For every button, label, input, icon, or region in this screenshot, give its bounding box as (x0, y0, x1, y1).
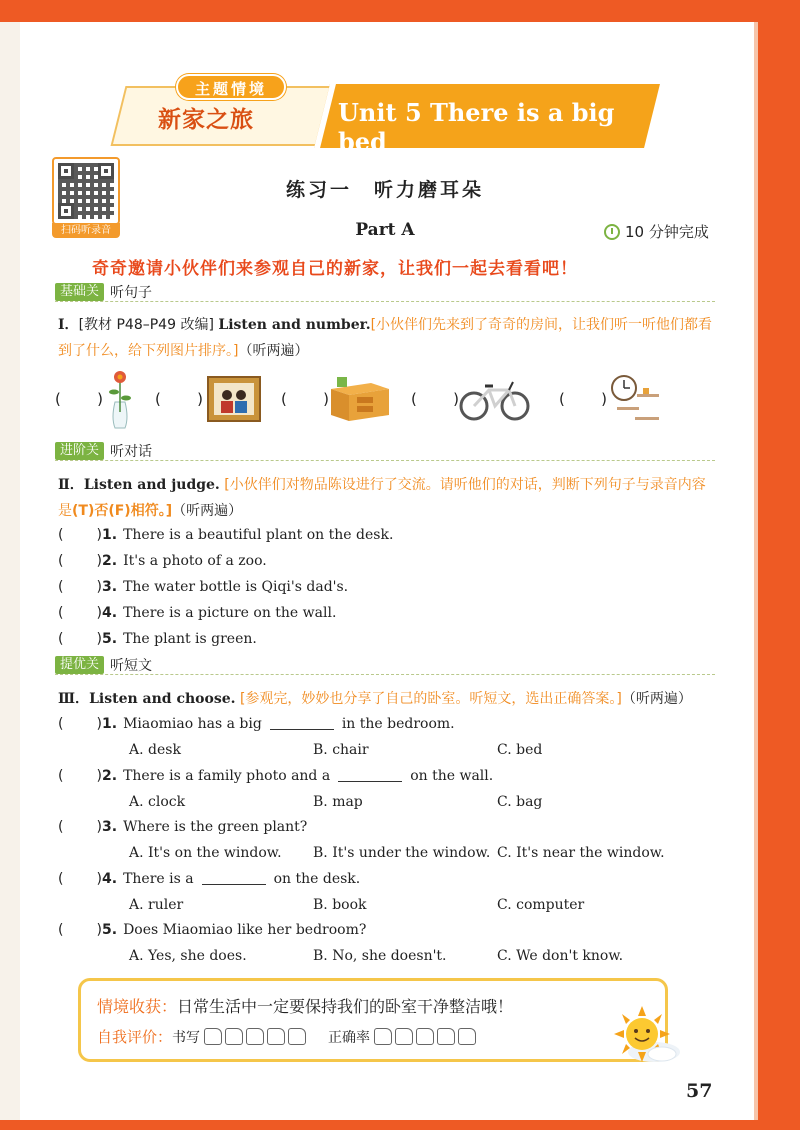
option-c[interactable]: C. computer (497, 897, 585, 913)
page-number: 57 (686, 1080, 713, 1102)
answer-bracket[interactable]: ( ) (58, 716, 102, 732)
timer-text: 10 分钟完成 (625, 223, 709, 241)
judge-item: ( ) 2. It's a photo of a zoo. (58, 553, 267, 569)
option-b[interactable]: B. chair (313, 742, 369, 758)
self-eval-line: 自我评价： 书写 正确率 (97, 1026, 498, 1047)
theme-tag: 主题情境 (176, 74, 286, 100)
choice-options (129, 742, 681, 758)
answer-bracket[interactable]: ( ) (58, 631, 102, 647)
answer-bracket[interactable]: ( ) (58, 527, 102, 543)
answer-bracket[interactable]: ( ) (58, 768, 102, 784)
judge-item: ( ) 4. There is a picture on the wall. (58, 605, 337, 621)
fill-blank[interactable] (270, 718, 334, 730)
part-title: Part A (355, 220, 415, 240)
answer-bracket[interactable]: ( ) (411, 390, 459, 408)
picture-row (55, 368, 685, 430)
choice-item: ( ) 4. There is a on the desk. (58, 871, 361, 887)
thumb-icon[interactable] (395, 1028, 413, 1045)
fill-blank[interactable] (338, 770, 402, 782)
level-label: 听对话 (110, 443, 153, 460)
clock-icon (607, 374, 663, 424)
intro-text: 奇奇邀请小伙伴们来参观自己的新家，让我们一起去看看吧！ (92, 259, 578, 279)
sun-icon (602, 1004, 682, 1064)
judge-item: ( ) 3. The water bottle is Qiqi's dad's. (58, 579, 349, 595)
exercise-title: 练习一 听力磨耳朵 (285, 179, 484, 201)
timer (604, 221, 709, 242)
thumb-icon[interactable] (437, 1028, 455, 1045)
section-bar-advanced (55, 441, 715, 461)
choice-item: ( ) 2. There is a family photo and a on the wall. (58, 768, 494, 784)
option-a[interactable]: A. clock (129, 794, 186, 810)
bike-icon (459, 376, 531, 422)
thumb-icon[interactable] (416, 1028, 434, 1045)
plant-icon (103, 368, 137, 430)
option-b[interactable]: B. It's under the window. (313, 845, 491, 861)
choice-item: ( ) 3. Where is the green plant? (58, 819, 308, 835)
choice-item: ( ) 5. Does Miaomiao like her bedroom? (58, 922, 367, 938)
thumb-icon[interactable] (374, 1028, 392, 1045)
harvest-line: 情境收获：日常生活中一定要保持我们的卧室干净整洁哦！ (97, 997, 514, 1016)
option-a[interactable]: A. desk (129, 742, 181, 758)
photo-icon (207, 376, 261, 422)
page-right-border (758, 0, 800, 1130)
choice-options (129, 897, 681, 913)
thumb-icon[interactable] (204, 1028, 222, 1045)
thumb-icon[interactable] (267, 1028, 285, 1045)
choice-item: ( ) 1. Miaomiao has a big in the bedroom. (58, 716, 455, 732)
answer-bracket[interactable]: ( ) (58, 871, 102, 887)
picture-item-desk (281, 368, 391, 430)
summary-box (78, 978, 668, 1062)
level-tag: 基础关 (55, 283, 104, 301)
level-tag: 进阶关 (55, 442, 104, 460)
unit-cn-title: 新家之旅 (158, 107, 254, 133)
level-tag: 提优关 (55, 656, 104, 674)
page-top-border (0, 0, 800, 22)
judge-item: ( ) 1. There is a beautiful plant on the desk. (58, 527, 394, 543)
writing-rating[interactable] (204, 1028, 306, 1045)
answer-bracket[interactable]: ( ) (155, 390, 203, 408)
thumb-icon[interactable] (225, 1028, 243, 1045)
question-2-heading: Ⅱ．Listen and judge. [小伙伴们对物品陈设进行了交流。请听他们的对话，判断下列句子与录音内容是(T)否(F)相符。]（听两遍） (58, 477, 706, 519)
picture-item-photo (155, 368, 261, 430)
option-b[interactable]: B. book (313, 897, 367, 913)
choice-options (129, 845, 681, 861)
picture-item-bike (411, 368, 531, 430)
thumb-icon[interactable] (246, 1028, 264, 1045)
answer-bracket[interactable]: ( ) (55, 390, 103, 408)
answer-bracket[interactable]: ( ) (58, 553, 102, 569)
answer-bracket[interactable]: ( ) (559, 390, 607, 408)
answer-bracket[interactable]: ( ) (58, 922, 102, 938)
option-c[interactable]: C. We don't know. (497, 948, 624, 964)
page-bottom-border (0, 1120, 800, 1130)
option-a[interactable]: A. Yes, she does. (129, 948, 247, 964)
option-b[interactable]: B. map (313, 794, 363, 810)
thumb-icon[interactable] (288, 1028, 306, 1045)
answer-bracket[interactable]: ( ) (58, 579, 102, 595)
question-3-heading: Ⅲ．Listen and choose. [参观完，妙妙也分享了自己的卧室。听短文，选出正确答案。]（听两遍） (58, 691, 692, 707)
clock-icon (604, 224, 620, 240)
choice-options (129, 794, 681, 810)
option-a[interactable]: A. ruler (129, 897, 184, 913)
option-c[interactable]: C. It's near the window. (497, 845, 665, 861)
answer-bracket[interactable]: ( ) (58, 819, 102, 835)
option-c[interactable]: C. bag (497, 794, 543, 810)
picture-item-clock (559, 368, 663, 430)
option-c[interactable]: C. bed (497, 742, 543, 758)
option-a[interactable]: A. It's on the window. (129, 845, 282, 861)
desk-icon (329, 375, 391, 423)
accuracy-rating[interactable] (374, 1028, 476, 1045)
choice-options (129, 948, 681, 964)
section-bar-basic (55, 282, 715, 302)
qr-caption: 扫码听录音 (52, 223, 120, 238)
unit-banner (110, 74, 670, 164)
judge-item: ( ) 5. The plant is green. (58, 631, 257, 647)
fill-blank[interactable] (202, 873, 266, 885)
level-label: 听句子 (110, 284, 153, 301)
thumb-icon[interactable] (458, 1028, 476, 1045)
level-label: 听短文 (110, 657, 153, 674)
answer-bracket[interactable]: ( ) (58, 605, 102, 621)
option-b[interactable]: B. No, she doesn't. (313, 948, 447, 964)
picture-item-plant (55, 368, 137, 430)
page-left-edge (0, 0, 20, 1130)
answer-bracket[interactable]: ( ) (281, 390, 329, 408)
section-bar-improve (55, 655, 715, 675)
unit-en-title: Unit 5 There is a big bed (338, 98, 615, 156)
question-1-heading: Ⅰ．[教材 P48–P49 改编] Listen and number.[小伙伴们先来到了奇奇的房间，让我们听一听他们都看到了什么，给下列图片排序。]（听两遍） (58, 317, 713, 359)
